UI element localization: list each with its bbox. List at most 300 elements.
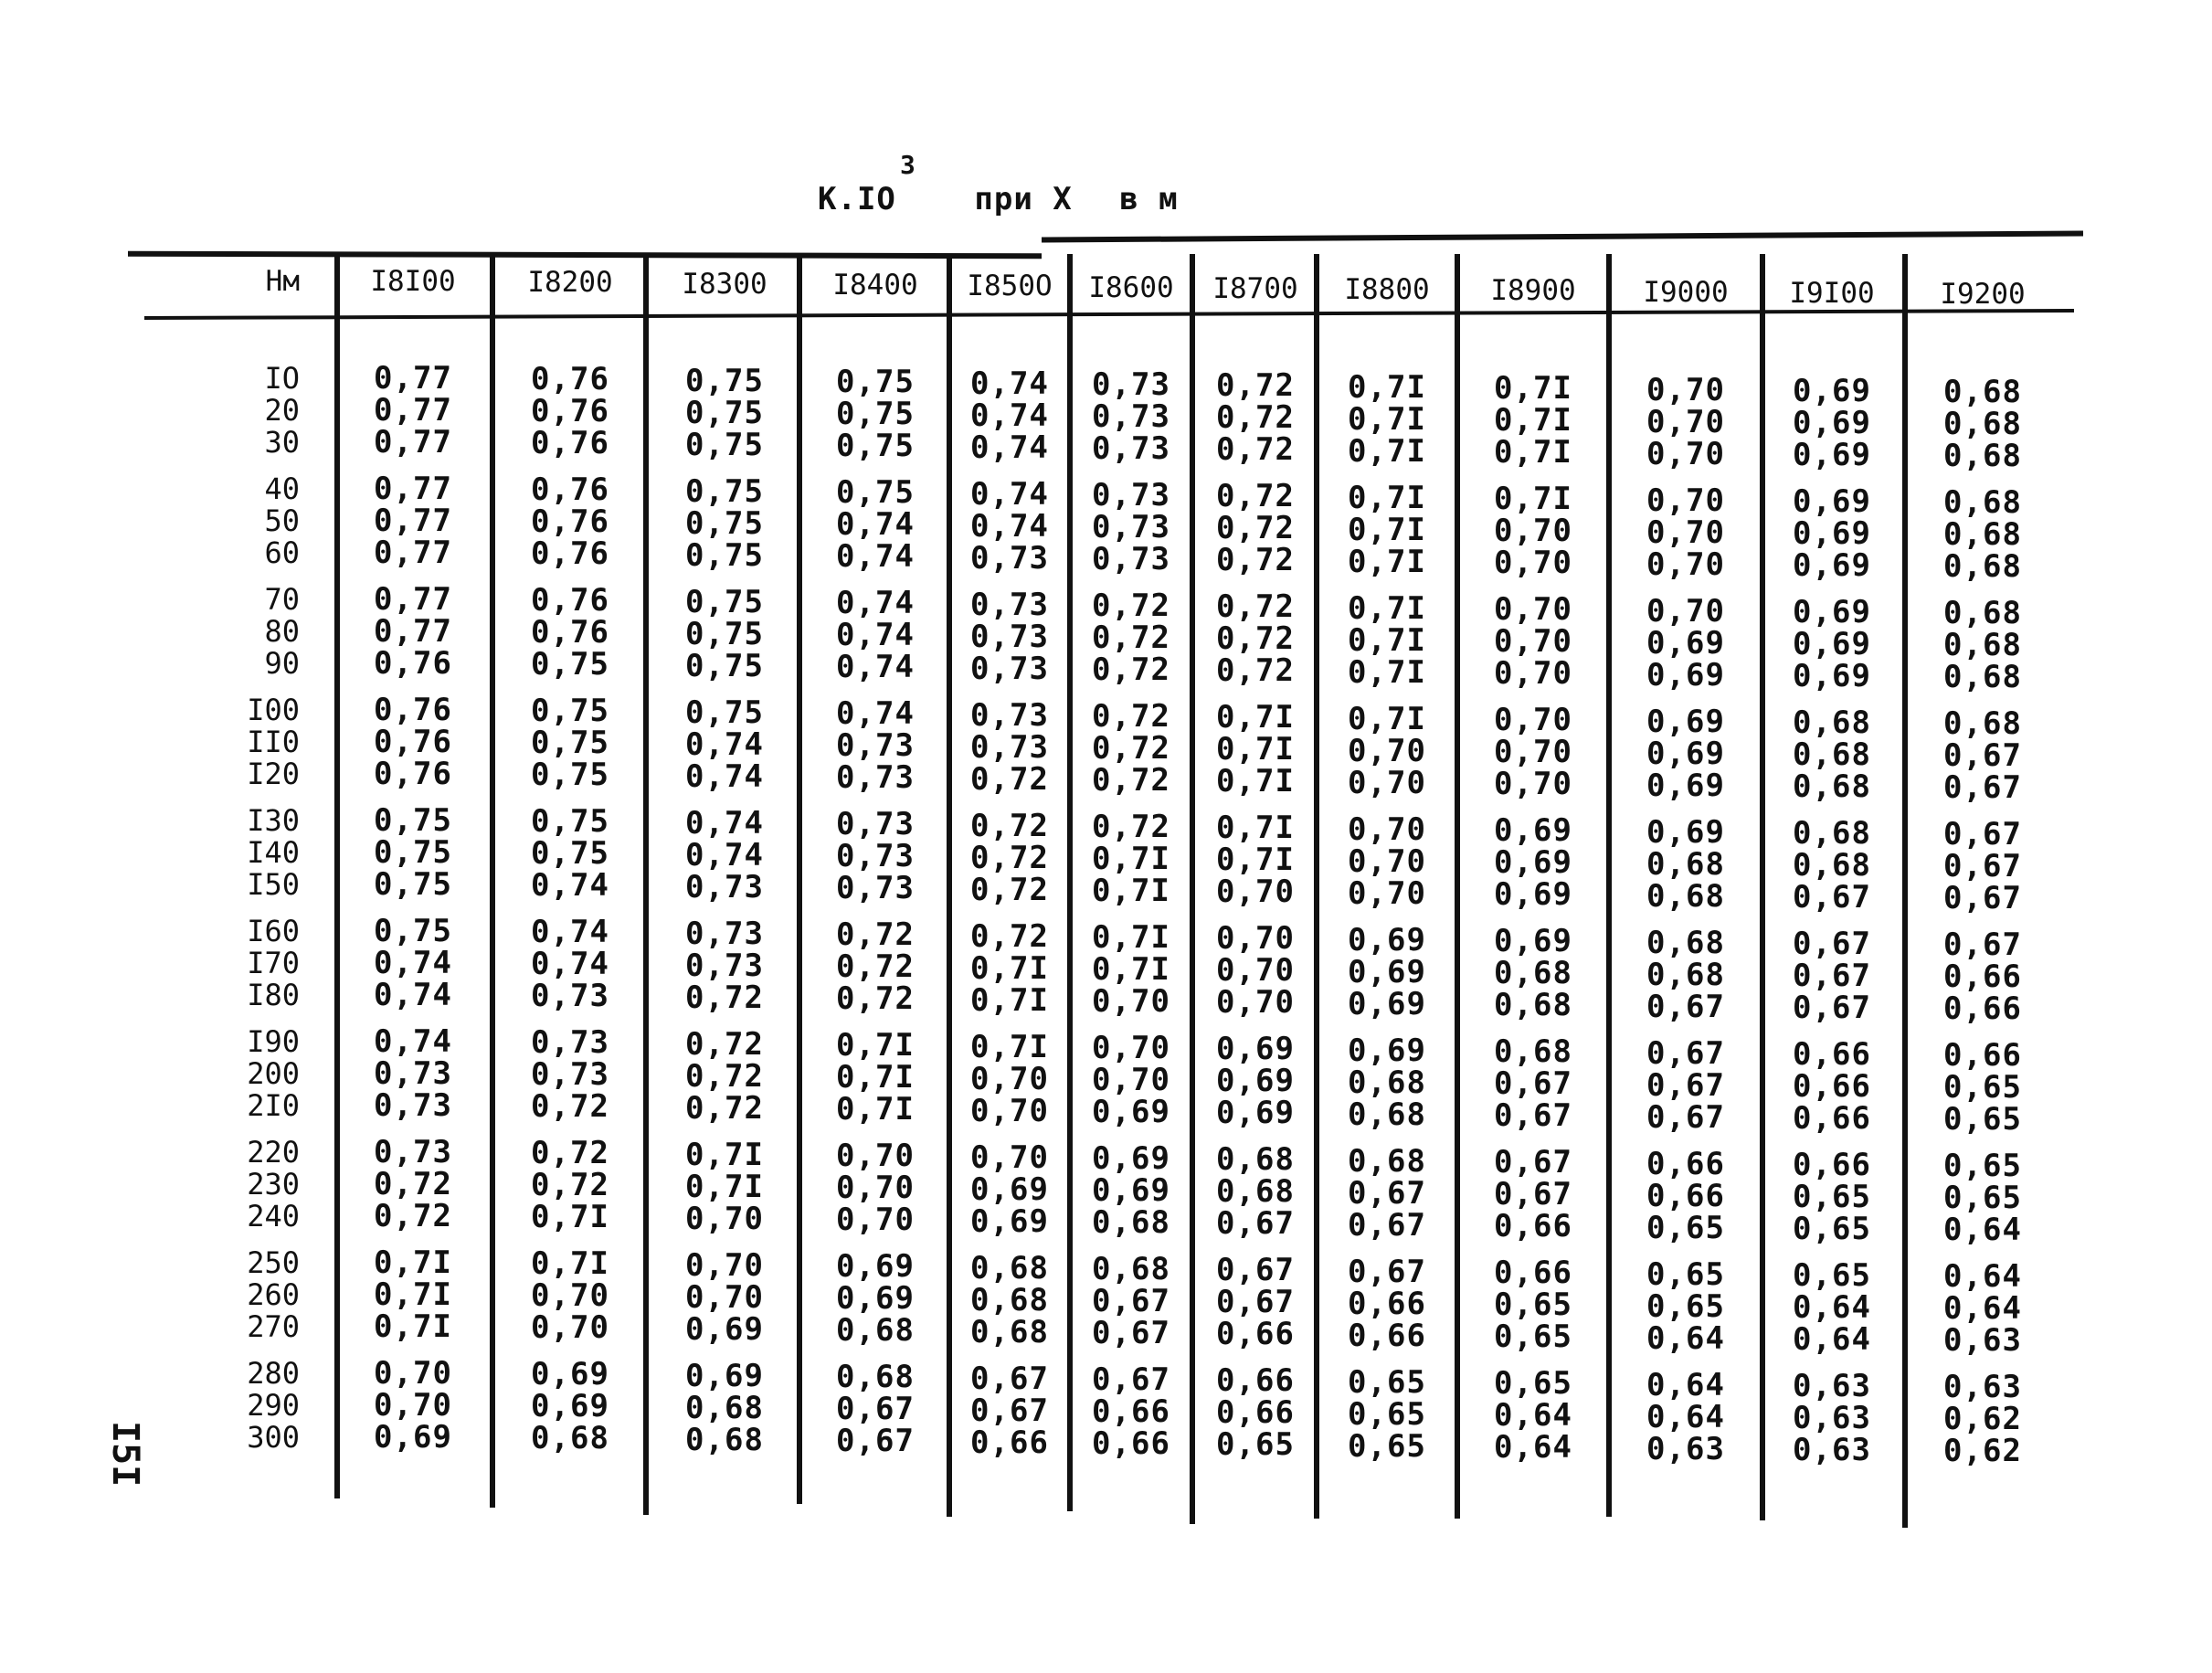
row-group [208, 584, 300, 694]
row-group [1763, 1036, 1900, 1149]
table-cell: 0,7I [1348, 701, 1426, 737]
row-group [649, 584, 800, 697]
table-cell: 0,7I [1348, 544, 1426, 580]
row-group [800, 1027, 950, 1140]
table-cell: 0,72 [1092, 651, 1170, 688]
table-cell: 0,70 [1216, 920, 1295, 957]
table-cell: 0,70 [1494, 734, 1572, 770]
table-cell: 0,74 [531, 914, 609, 950]
table-cell: 0,69 [836, 1280, 915, 1317]
table-cell: 0,70 [1348, 843, 1426, 880]
table-cell: 0,73 [1092, 398, 1170, 435]
row-group [336, 1023, 490, 1137]
table-cell: 0,70 [1216, 984, 1295, 1021]
row-group [1071, 1140, 1191, 1254]
row-group [1610, 1256, 1762, 1370]
table-cell: 0,67 [836, 1423, 915, 1459]
row-group [208, 1137, 300, 1247]
table-cell: 0,67 [1793, 990, 1871, 1026]
row-group [1194, 699, 1317, 812]
row-group [1194, 478, 1317, 591]
table-cell: 0,68 [1348, 1096, 1426, 1133]
table-cell: 0,75 [685, 616, 764, 652]
table-cell: 0,68 [1943, 595, 2022, 631]
table-cell: 0,67 [1348, 1254, 1426, 1290]
table-cell: 0,68 [1943, 438, 2022, 474]
table-cell: 0,72 [836, 948, 915, 985]
table-cell: 0,75 [531, 835, 609, 872]
table-cell: 0,70 [1348, 811, 1426, 848]
table-cell: 0,65 [1646, 1210, 1725, 1246]
table-cell: 0,68 [1646, 925, 1725, 961]
caption-prefix: К.IO [818, 181, 896, 217]
height-label: 200 [247, 1056, 300, 1091]
table-cell: 0,76 [531, 582, 609, 619]
table-cell: 0,7I [1348, 401, 1426, 438]
row-group [1905, 929, 2060, 1040]
table-cell: 0,62 [1943, 1401, 2022, 1437]
table-cell: 0,73 [836, 759, 915, 796]
height-label: 270 [247, 1309, 300, 1344]
table-cell: 0,75 [685, 363, 764, 399]
table-cell: 0,72 [531, 1135, 609, 1171]
height-label: I90 [247, 1024, 300, 1059]
row-group [1071, 1251, 1191, 1364]
table-cell: 0,77 [374, 424, 452, 461]
row-group [950, 589, 1069, 700]
row-group [1763, 1257, 1900, 1371]
table-cell: 0,68 [685, 1390, 764, 1426]
row-group [1458, 704, 1608, 815]
column-header: I8700 [1212, 272, 1298, 305]
value-column [950, 365, 1069, 1474]
table-cell: 0,67 [970, 1361, 1049, 1397]
table-cell: 0,72 [531, 1088, 609, 1125]
row-group [336, 360, 490, 473]
table-cell: 0,63 [1646, 1431, 1725, 1467]
table-cell: 0,7I [374, 1308, 452, 1345]
table-cell: 0,72 [1092, 588, 1170, 624]
height-label: 220 [247, 1135, 300, 1170]
table-cell: 0,76 [531, 393, 609, 429]
column-header: I9200 [1940, 278, 2026, 311]
table-cell: 0,74 [685, 758, 764, 795]
height-label: 80 [264, 614, 300, 649]
table-cell: 0,68 [531, 1420, 609, 1456]
table-cell: 0,67 [1943, 848, 2022, 884]
table-cell: 0,76 [531, 471, 609, 508]
row-group [950, 365, 1069, 479]
table-cell: 0,69 [1646, 768, 1725, 804]
table-cell: 0,70 [1216, 952, 1295, 989]
table-cell: 0,72 [685, 1026, 764, 1063]
row-group [950, 1029, 1069, 1142]
table-cell: 0,65 [1494, 1365, 1572, 1402]
table-cell: 0,77 [374, 503, 452, 539]
row-group [1905, 595, 2060, 708]
table-cell: 0,69 [1216, 1031, 1295, 1067]
row-group [649, 1358, 800, 1471]
table-cell: 0,67 [1092, 1361, 1170, 1398]
table-cell: 0,70 [970, 1093, 1049, 1129]
table-cell: 0,68 [1646, 957, 1725, 993]
row-group [1610, 372, 1762, 485]
table-cell: 0,75 [685, 395, 764, 431]
row-group [1905, 484, 2060, 598]
table-cell: 0,66 [970, 1424, 1049, 1461]
table-cell: 0,73 [970, 697, 1049, 734]
column-header: I9000 [1643, 276, 1729, 309]
height-label: I50 [247, 867, 300, 902]
height-label: 90 [264, 646, 300, 681]
value-column [493, 361, 647, 1469]
table-cell: 0,69 [531, 1356, 609, 1392]
table-cell: 0,73 [374, 1134, 452, 1170]
height-label: 2I0 [247, 1088, 300, 1123]
row-group [1610, 1035, 1762, 1149]
table-cell: 0,67 [1494, 1176, 1572, 1212]
table-cell: 0,69 [836, 1248, 915, 1285]
table-cell: 0,64 [1943, 1290, 2022, 1327]
table-cell: 0,66 [1943, 990, 2022, 1027]
table-cell: 0,76 [531, 361, 609, 397]
table-cell: 0,74 [685, 805, 764, 842]
row-group [1318, 369, 1455, 482]
table-cell: 0,65 [1494, 1287, 1572, 1323]
row-group [800, 806, 950, 919]
table-cell: 0,68 [1943, 484, 2022, 521]
table-cell: 0,70 [374, 1355, 452, 1392]
row-group [1905, 1371, 2060, 1482]
row-group [1318, 1143, 1455, 1256]
table-cell: 0,70 [1494, 513, 1572, 549]
row-group [1194, 588, 1317, 702]
table-cell: 0,68 [1348, 1143, 1426, 1180]
value-column [649, 365, 800, 1471]
row-group [1905, 376, 2060, 487]
row-group [493, 582, 647, 695]
row-group [1194, 920, 1317, 1033]
row-group [1318, 590, 1455, 704]
table-cell: 0,69 [1646, 625, 1725, 662]
table-cell: 0,68 [1216, 1141, 1295, 1178]
row-group [1610, 814, 1762, 927]
row-group [950, 476, 1069, 589]
table-cell: 0,68 [1943, 659, 2022, 695]
table-cell: 0,73 [970, 651, 1049, 687]
column-header: I8900 [1490, 274, 1576, 307]
table-cell: 0,72 [374, 1166, 452, 1202]
table-cell: 0,67 [1494, 1097, 1572, 1134]
table-cell: 0,73 [1092, 366, 1170, 403]
column-header: I9I00 [1789, 277, 1875, 310]
table-cell: 0,7I [1216, 810, 1295, 846]
table-cell: 0,65 [1216, 1426, 1295, 1463]
table-cell: 0,63 [1793, 1368, 1871, 1404]
table-cell: 0,74 [970, 365, 1049, 402]
table-cell: 0,74 [836, 585, 915, 621]
table-cell: 0,7I [1348, 512, 1426, 548]
row-group [1318, 701, 1455, 814]
table-cell: 0,74 [836, 695, 915, 732]
row-group [1458, 591, 1608, 704]
row-group [1905, 705, 2060, 819]
column-header: I8400 [832, 269, 918, 302]
row-group [336, 913, 490, 1026]
row-group [208, 694, 300, 805]
height-label: I80 [247, 978, 300, 1012]
value-column [336, 360, 490, 1468]
table-cell: 0,69 [1793, 515, 1871, 552]
table-cell: 0,68 [1216, 1173, 1295, 1210]
table-cell: 0,67 [1793, 926, 1871, 962]
table-cell: 0,74 [531, 867, 609, 904]
table-cell: 0,67 [1092, 1283, 1170, 1319]
table-cell: 0,73 [836, 806, 915, 842]
table-cell: 0,74 [685, 726, 764, 763]
table-cell: 0,64 [1943, 1212, 2022, 1248]
table-cell: 0,72 [1216, 542, 1295, 578]
table-cell: 0,65 [1793, 1211, 1871, 1247]
row-group [649, 1026, 800, 1139]
table-cell: 0,68 [1646, 846, 1725, 883]
table-cell: 0,69 [1646, 704, 1725, 740]
row-group [1763, 815, 1900, 928]
table-cell: 0,72 [1216, 367, 1295, 404]
table-cell: 0,73 [685, 948, 764, 984]
table-cell: 0,67 [1943, 927, 2022, 963]
table-cell: 0,75 [374, 866, 452, 903]
row-group [1194, 1362, 1317, 1476]
table-cell: 0,70 [1646, 546, 1725, 583]
table-cell: 0,69 [1793, 483, 1871, 520]
table-cell: 0,72 [1092, 809, 1170, 845]
table-cell: 0,66 [1793, 1100, 1871, 1137]
row-group [1763, 373, 1900, 486]
table-cell: 0,65 [1646, 1288, 1725, 1325]
table-cell: 0,67 [1646, 1067, 1725, 1104]
table-cell: 0,67 [1216, 1284, 1295, 1320]
column-header: I8I00 [370, 265, 456, 298]
table-cell: 0,72 [685, 1058, 764, 1095]
column-header: I8200 [527, 266, 613, 299]
row-group [1458, 1144, 1608, 1257]
row-group [493, 1356, 647, 1469]
table-cell: 0,73 [970, 540, 1049, 577]
table-cell: 0,76 [374, 724, 452, 760]
height-label: I40 [247, 835, 300, 870]
row-group [1071, 698, 1191, 811]
row-group [1194, 812, 1317, 923]
table-cell: 0,75 [836, 396, 915, 432]
table-cell: 0,68 [1793, 704, 1871, 741]
row-group [649, 365, 800, 476]
table-cell: 0,66 [1092, 1425, 1170, 1462]
table-cell: 0,77 [374, 392, 452, 429]
row-group [1458, 370, 1608, 483]
table-cell: 0,73 [685, 869, 764, 905]
table-cell: 0,76 [374, 645, 452, 682]
table-cell: 0,73 [531, 1024, 609, 1061]
row-group [1905, 816, 2060, 929]
table-cell: 0,67 [1494, 1144, 1572, 1181]
row-group [649, 694, 800, 808]
row-group [336, 1355, 490, 1468]
table-cell: 0,69 [1646, 657, 1725, 694]
table-cell: 0,7I [685, 1169, 764, 1205]
table-cell: 0,73 [685, 916, 764, 952]
table-cell: 0,76 [374, 692, 452, 728]
caption-unit: в м [1119, 181, 1179, 217]
row-group [1071, 811, 1191, 922]
table-cell: 0,72 [685, 979, 764, 1016]
table-cell: 0,75 [374, 834, 452, 871]
table-cell: 0,65 [1793, 1179, 1871, 1215]
table-cell: 0,66 [1216, 1362, 1295, 1399]
table-cell: 0,7I [836, 1091, 915, 1128]
table-cell: 0,67 [970, 1392, 1049, 1429]
page-number: I5I [104, 1421, 146, 1488]
table-cell: 0,7I [1494, 434, 1572, 471]
table-cell: 0,70 [836, 1138, 915, 1174]
table-cell: 0,70 [531, 1277, 609, 1314]
table-cell: 0,67 [1092, 1315, 1170, 1351]
row-group [649, 805, 800, 918]
height-label: I00 [247, 693, 300, 727]
table-cell: 0,70 [1494, 655, 1572, 692]
table-cell: 0,69 [374, 1419, 452, 1456]
table-cell: 0,74 [970, 429, 1049, 466]
height-label: 30 [264, 425, 300, 460]
table-cell: 0,64 [1646, 1320, 1725, 1357]
table-cell: 0,72 [836, 980, 915, 1017]
table-cell: 0,73 [970, 619, 1049, 655]
table-cell: 0,65 [1348, 1396, 1426, 1433]
table-cell: 0,68 [970, 1282, 1049, 1318]
table-cell: 0,75 [685, 427, 764, 463]
table-cell: 0,66 [1646, 1178, 1725, 1214]
row-group [208, 1026, 300, 1137]
row-group [1194, 1033, 1317, 1144]
table-cell: 0,75 [531, 725, 609, 761]
table-cell: 0,70 [1646, 372, 1725, 408]
table-cell: 0,69 [1793, 373, 1871, 409]
row-group [1763, 1368, 1900, 1481]
height-label: 40 [264, 471, 300, 506]
row-group [649, 1247, 800, 1361]
table-cell: 0,69 [1793, 594, 1871, 630]
table-cell: 0,73 [836, 838, 915, 874]
table-cell: 0,77 [374, 613, 452, 650]
table-cell: 0,7I [1494, 370, 1572, 407]
row-group [493, 1024, 647, 1138]
table-cell: 0,7I [531, 1199, 609, 1235]
table-cell: 0,64 [1943, 1258, 2022, 1295]
height-label: 230 [247, 1167, 300, 1202]
table-cell: 0,68 [1092, 1204, 1170, 1241]
table-cell: 0,72 [970, 761, 1049, 798]
table-cell: 0,69 [1494, 844, 1572, 881]
table-cell: 0,64 [1494, 1429, 1572, 1466]
table-cell: 0,72 [1092, 619, 1170, 656]
table-cell: 0,76 [374, 756, 452, 792]
table-cell: 0,75 [685, 473, 764, 510]
row-group [950, 918, 1069, 1032]
table-cell: 0,68 [1943, 406, 2022, 442]
row-group [1318, 1364, 1455, 1477]
table-cell: 0,68 [685, 1422, 764, 1458]
table-cell: 0,72 [1216, 478, 1295, 514]
table-cell: 0,66 [1943, 958, 2022, 995]
table-cell: 0,74 [970, 508, 1049, 545]
table-cell: 0,67 [1216, 1252, 1295, 1288]
table-cell: 0,70 [1646, 514, 1725, 551]
table-cell: 0,7I [1348, 433, 1426, 470]
table-cell: 0,70 [685, 1201, 764, 1237]
table-cell: 0,68 [836, 1312, 915, 1349]
row-group [208, 805, 300, 916]
row-group [1318, 1256, 1455, 1367]
height-label: I20 [247, 757, 300, 791]
row-group [950, 1250, 1069, 1363]
table-cell: 0,69 [1646, 814, 1725, 851]
row-group [336, 1134, 490, 1247]
table-cell: 0,77 [374, 360, 452, 397]
row-group [1458, 812, 1608, 926]
table-cell: 0,70 [1646, 593, 1725, 630]
table-cell: 0,7I [374, 1244, 452, 1281]
height-label: I30 [247, 803, 300, 838]
table-cell: 0,70 [685, 1247, 764, 1284]
row-group [208, 363, 300, 473]
table-cell: 0,75 [531, 693, 609, 729]
row-group [1458, 923, 1608, 1036]
row-group [1763, 928, 1900, 1039]
table-cell: 0,69 [1216, 1063, 1295, 1099]
table-cell: 0,73 [374, 1055, 452, 1092]
row-group [1905, 1150, 2060, 1261]
table-cell: 0,7I [685, 1137, 764, 1173]
table-cell: 0,69 [1348, 922, 1426, 958]
table-cell: 0,77 [374, 471, 452, 507]
table-cell: 0,70 [1494, 591, 1572, 628]
table-cell: 0,68 [1943, 548, 2022, 585]
table-cell: 0,65 [1943, 1148, 2022, 1184]
table-cell: 0,68 [1494, 1033, 1572, 1070]
table-cell: 0,64 [1646, 1367, 1725, 1403]
table-cell: 0,66 [1793, 1036, 1871, 1073]
table-cell: 0,68 [1943, 374, 2022, 410]
table-cell: 0,64 [1793, 1289, 1871, 1326]
table-cell: 0,66 [1943, 1037, 2022, 1074]
table-cell: 0,69 [1092, 1140, 1170, 1177]
table-cell: 0,66 [1494, 1255, 1572, 1291]
table-cell: 0,75 [531, 757, 609, 793]
table-cell: 0,69 [685, 1311, 764, 1348]
height-label: 280 [247, 1356, 300, 1391]
table-cell: 0,7I [836, 1059, 915, 1096]
table-cell: 0,75 [836, 474, 915, 511]
table-cell: 0,75 [685, 505, 764, 542]
table-cell: 0,69 [1348, 1032, 1426, 1069]
table-cell: 0,68 [1348, 1064, 1426, 1101]
height-label: 260 [247, 1277, 300, 1312]
height-label: I60 [247, 914, 300, 948]
table-cell: 0,68 [1943, 705, 2022, 742]
table-cell: 0,69 [970, 1171, 1049, 1208]
table-cell: 0,66 [1216, 1316, 1295, 1352]
table-cell: 0,70 [1348, 765, 1426, 801]
